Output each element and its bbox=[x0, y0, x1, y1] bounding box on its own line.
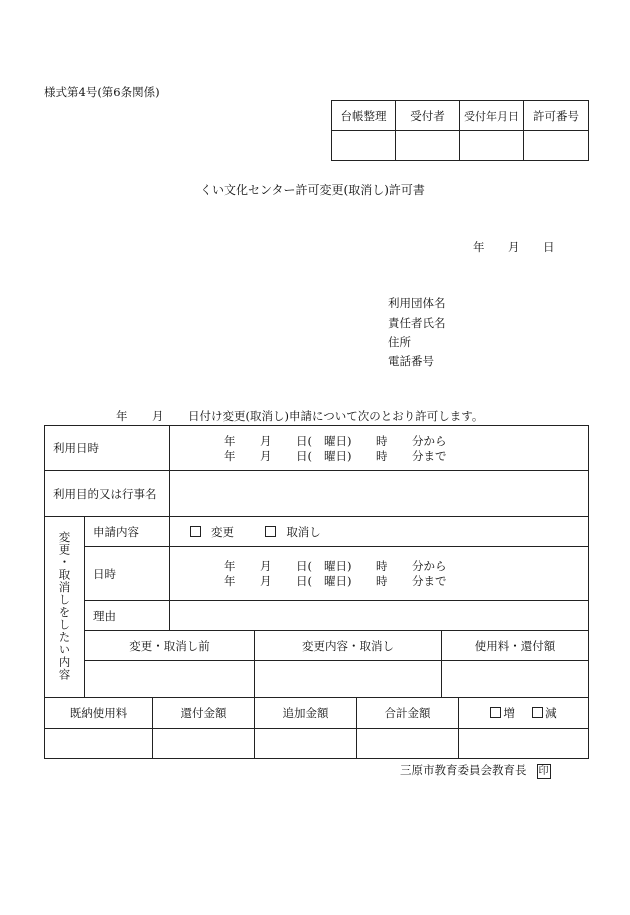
from-hour: 時 bbox=[376, 434, 388, 448]
paid-fee-label: 既納使用料 bbox=[45, 698, 153, 729]
office-cell-permit-number[interactable] bbox=[524, 131, 589, 161]
change-from-day: 日( bbox=[296, 559, 312, 573]
change-to-year: 年 bbox=[224, 574, 236, 588]
change-option-label: 変更 bbox=[211, 524, 234, 539]
form-number: 様式第4号(第6条関係) bbox=[44, 85, 160, 99]
additional-amount-cell[interactable] bbox=[255, 729, 357, 759]
decrease-label: 減 bbox=[545, 706, 557, 720]
purpose-cell[interactable] bbox=[170, 471, 589, 517]
change-from-weekday: 曜日) bbox=[324, 559, 352, 573]
applicant-representative: 責任者氏名 bbox=[388, 316, 446, 330]
date-year: 年 bbox=[473, 240, 485, 254]
cancel-option-label: 取消し bbox=[286, 524, 321, 539]
increase-label: 増 bbox=[503, 706, 515, 720]
fee-table bbox=[44, 697, 589, 759]
to-hour: 時 bbox=[376, 449, 388, 463]
request-content-label: 申請内容 bbox=[85, 517, 170, 547]
applicant-address: 住所 bbox=[388, 335, 411, 349]
change-section-label: 変更・取消しをしたい内容 bbox=[57, 530, 72, 681]
change-from-month: 月 bbox=[260, 559, 272, 573]
increase-checkbox[interactable] bbox=[490, 707, 501, 718]
reason-cell[interactable] bbox=[170, 601, 589, 631]
total-amount-label: 合計金額 bbox=[357, 698, 459, 729]
applicant-group-name: 利用団体名 bbox=[388, 296, 446, 310]
document-title: くい文化センター許可変更(取消し)許可書 bbox=[200, 183, 425, 197]
additional-amount-label: 追加金額 bbox=[255, 698, 357, 729]
seal-stamp: 印 bbox=[538, 766, 549, 777]
main-form-table bbox=[44, 425, 589, 698]
to-weekday: 曜日) bbox=[324, 449, 352, 463]
office-header-receipt-date: 受付年月日 bbox=[460, 101, 524, 131]
increase-decrease-cell bbox=[459, 698, 589, 729]
date-day: 日 bbox=[543, 240, 555, 254]
increase-decrease-value-cell[interactable] bbox=[459, 729, 589, 759]
signer-name: 三原市教育委員会教育長 bbox=[400, 763, 527, 777]
signer-block bbox=[400, 762, 551, 779]
change-content-cell[interactable] bbox=[255, 661, 442, 698]
change-datetime-cell[interactable] bbox=[170, 547, 589, 601]
usage-datetime-cell[interactable] bbox=[170, 426, 589, 471]
office-use-table bbox=[331, 100, 589, 161]
change-to-month: 月 bbox=[260, 574, 272, 588]
fee-refund-label: 使用料・還付額 bbox=[442, 631, 589, 661]
cancel-checkbox[interactable] bbox=[265, 526, 276, 537]
intro-year: 年 bbox=[116, 409, 128, 423]
office-cell-receipt-date[interactable] bbox=[460, 131, 524, 161]
office-cell-ledger[interactable] bbox=[332, 131, 396, 161]
intro-text: 日付け変更(取消し)申請について次のとおり許可します。 bbox=[188, 409, 484, 423]
from-minute: 分から bbox=[412, 434, 447, 448]
office-header-permit-number: 許可番号 bbox=[524, 101, 589, 131]
change-from-hour: 時 bbox=[376, 559, 388, 573]
request-content-cell bbox=[170, 517, 589, 547]
purpose-label: 利用目的又は行事名 bbox=[45, 471, 170, 517]
from-month: 月 bbox=[260, 434, 272, 448]
change-content-label: 変更内容・取消し bbox=[255, 631, 442, 661]
change-to-day: 日( bbox=[296, 574, 312, 588]
office-cell-receiver[interactable] bbox=[396, 131, 460, 161]
reason-label: 理由 bbox=[85, 601, 170, 631]
change-checkbox[interactable] bbox=[190, 526, 201, 537]
office-header-ledger: 台帳整理 bbox=[332, 101, 396, 131]
to-day: 日( bbox=[296, 449, 312, 463]
from-day: 日( bbox=[296, 434, 312, 448]
change-to-hour: 時 bbox=[376, 574, 388, 588]
from-weekday: 曜日) bbox=[324, 434, 352, 448]
change-from-minute: 分から bbox=[412, 559, 447, 573]
before-cell[interactable] bbox=[85, 661, 255, 698]
paid-fee-cell[interactable] bbox=[45, 729, 153, 759]
intro-month: 月 bbox=[152, 409, 164, 423]
office-header-receiver: 受付者 bbox=[396, 101, 460, 131]
to-minute: 分まで bbox=[412, 449, 447, 463]
applicant-phone: 電話番号 bbox=[388, 354, 434, 368]
date-month: 月 bbox=[508, 240, 520, 254]
refund-amount-label: 還付金額 bbox=[153, 698, 255, 729]
total-amount-cell[interactable] bbox=[357, 729, 459, 759]
change-to-weekday: 曜日) bbox=[324, 574, 352, 588]
change-to-minute: 分まで bbox=[412, 574, 447, 588]
change-section-label-cell bbox=[45, 517, 85, 698]
before-label: 変更・取消し前 bbox=[85, 631, 255, 661]
decrease-checkbox[interactable] bbox=[532, 707, 543, 718]
usage-datetime-label: 利用日時 bbox=[45, 426, 170, 471]
from-year: 年 bbox=[224, 434, 236, 448]
change-from-year: 年 bbox=[224, 559, 236, 573]
refund-amount-cell[interactable] bbox=[153, 729, 255, 759]
to-month: 月 bbox=[260, 449, 272, 463]
fee-refund-cell[interactable] bbox=[442, 661, 589, 698]
to-year: 年 bbox=[224, 449, 236, 463]
datetime-label: 日時 bbox=[85, 547, 170, 601]
